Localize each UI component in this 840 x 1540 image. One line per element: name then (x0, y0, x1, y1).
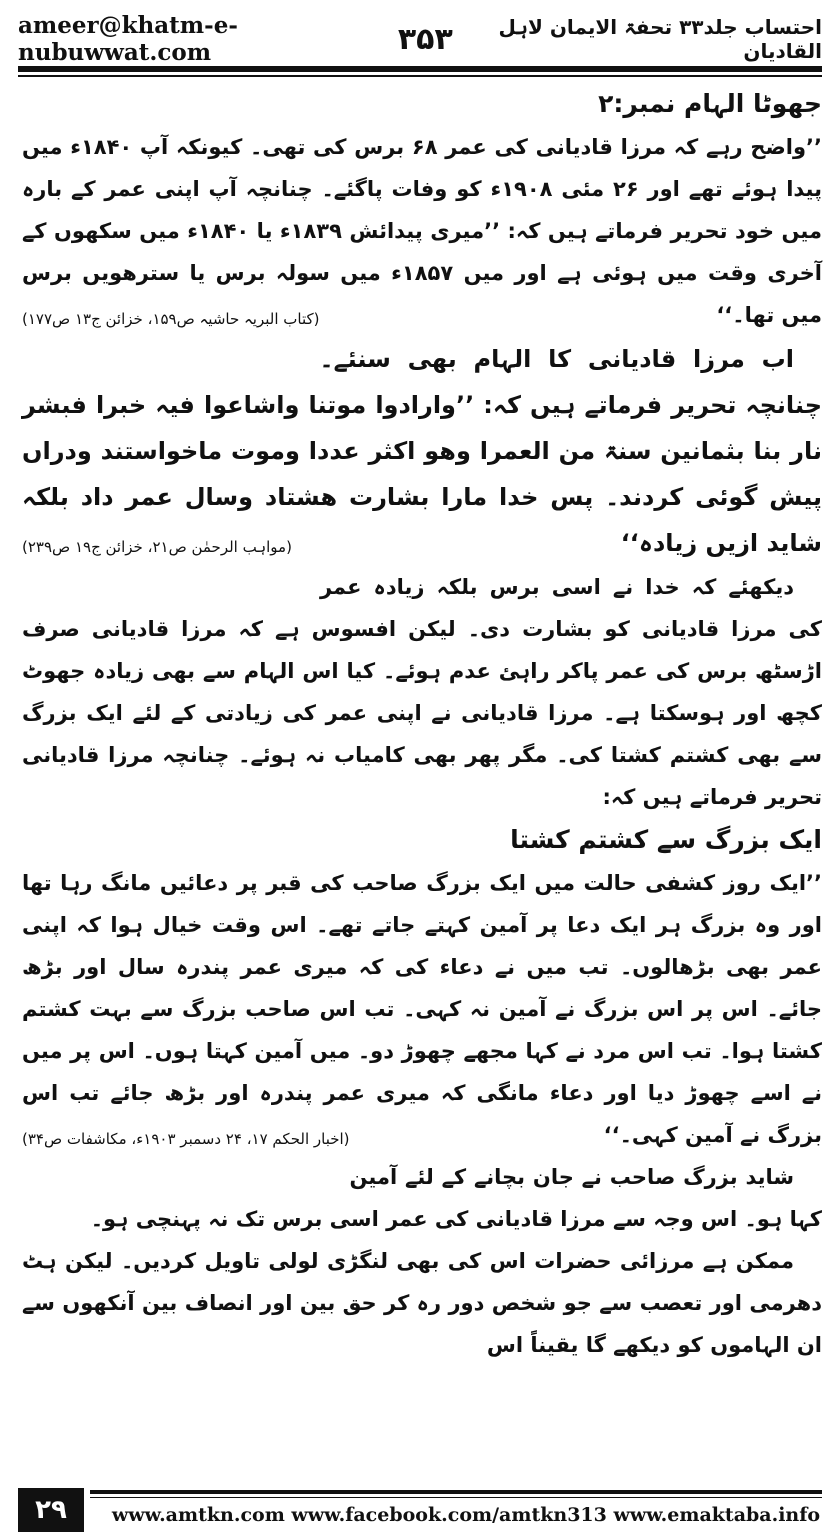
header-email: ameer@khatm-e-nubuwwat.com (18, 12, 238, 66)
paragraph-revelation-text: اب مرزا قادیانی کا الہام بھی سنئے۔ چنانچہ تحریر فرماتے ہیں کہ: ’’وارادوا موتنا واشاعوا فیہ خبرا فبشر نار بنا بثمانین سنۃ من العمرا وھو اکثر عددا وموت ماخواستند ودراں پیش گوئی کردند۔ پس خدا مارا بشارت ھشتاد وسال عمر داد بلکہ شاید ازیں زیادہ‘‘ (22, 345, 822, 557)
header-page-number: ۳۵۳ (397, 21, 453, 57)
paragraph-age-text: ’’واضح رہے کہ مرزا قادیانی کی عمر ۶۸ برس کی تھی۔ کیونکہ آپ ۱۸۴۰ء میں پیدا ہوئے تھے اور ۲۶ مئی ۱۹۰۸ء کو وفات پاگئے۔ چنانچہ آپ اپنی عمر کے بارہ میں خود تحریر فرماتے ہیں کہ: ’’میری پیدائش ۱۸۳۹ء یا ۱۸۴۰ء میں سکھوں کے آخری وقت میں ہوئی ہے اور میں ۱۸۵۷ء میں سولہ برس یا سترھویں برس میں تھا۔‘‘ (22, 135, 822, 327)
paragraph-glad-tidings: دیکھئے کہ خدا نے اسی برس بلکہ زیادہ عمر کی مرزا قادیانی کو بشارت دی۔ لیکن افسوس ہے کہ مرزا قادیانی صرف اڑسٹھ برس کی عمر پاکر راہئ عدم ہوئے۔ کیا اس الہام سے بھی زیادہ جھوٹ کچھ اور ہوسکتا ہے۔ مرزا قادیانی نے اپنی عمر کی زیادتی کے لئے ایک بزرگ سے بھی کشتم کشتا کی۔ مگر پھر بھی کامیاب نہ ہوئے۔ چنانچہ مرزا قادیانی تحریر فرماتے ہیں کہ: (22, 575, 822, 809)
page-header (18, 14, 822, 64)
header-book-title: احتساب جلد۳۳ تحفۃ الایمان لاہل القادیان (498, 15, 822, 63)
footer-rule-thick (90, 1490, 822, 1494)
page-content (22, 82, 822, 1422)
reference-mawahib: (مواہب الرحمٰن ص۲۱، خزائن ج۱۹ ص۲۳۹) (22, 538, 292, 556)
header-rule-thin (18, 75, 822, 77)
heading-false-revelation: جھوٹا الہام نمبر:۲ (598, 89, 822, 118)
heading-wrestling-elder: ایک بزرگ سے کشتم کشتا (510, 825, 822, 854)
paragraph-possible: ممکن ہے مرزائی حضرات اس کی بھی لنگڑی لولی تاویل کردیں۔ لیکن ہٹ دھرمی اور تعصب سے جو شخص دور رہ کر حق بین اور انصاف بین آنکھوں سے ان الہاموں کو دیکھے گا یقیناً اس (22, 1249, 822, 1357)
footer-page-number: ۲۹ (18, 1488, 84, 1532)
paragraph-age (22, 126, 822, 336)
paragraph-revelation (22, 336, 822, 566)
footer-links: www.amtkn.com www.facebook.com/amtkn313 www.emaktaba.info (111, 1504, 821, 1526)
paragraph-kashf (22, 862, 822, 1156)
reference-kitab-ul-bariyya: (کتاب البریہ حاشیہ ص۱۵۹، خزائن ج۱۳ ص۱۷۷) (22, 310, 320, 328)
paragraph-kashf-text: ’’ایک روز کشفی حالت میں ایک بزرگ صاحب کی قبر پر دعائیں مانگ رہا تھا اور وہ بزرگ ہر ایک دعا پر آمین کہتے جاتے تھے۔ اس وقت خیال ہوا کہ اپنی عمر بھی بڑھالوں۔ تب میں نے دعاء کی کہ میری عمر پندرہ سال اور بڑھ جائے۔ اس پر اس بزرگ نے آمین نہ کہی۔ تب اس صاحب بزرگ سے بہت کشتم کشتا ہوا۔ تب اس مرد نے کہا مجھے چھوڑ دو۔ میں آمین کہتا ہوں۔ اس پر میں نے اسے چھوڑ دیا اور دعاء مانگی کہ میری عمر پندرہ اور بڑھ جائے تب اس بزرگ نے آمین کہی۔‘‘ (22, 871, 822, 1147)
reference-akhbar-al-hakam: (اخبار الحکم ۱۷، ۲۴ دسمبر ۱۹۰۳ء، مکاشفات ص۳۴) (22, 1130, 350, 1148)
header-left (18, 12, 453, 66)
header-rule-thick (18, 66, 822, 72)
page-footer (0, 1488, 840, 1532)
paragraph-perhaps: شاید بزرگ صاحب نے جان بچانے کے لئے آمین کہا ہو۔ اس وجہ سے مرزا قادیانی کی عمر اسی برس تک نہ پہنچی ہو۔ (90, 1165, 822, 1231)
